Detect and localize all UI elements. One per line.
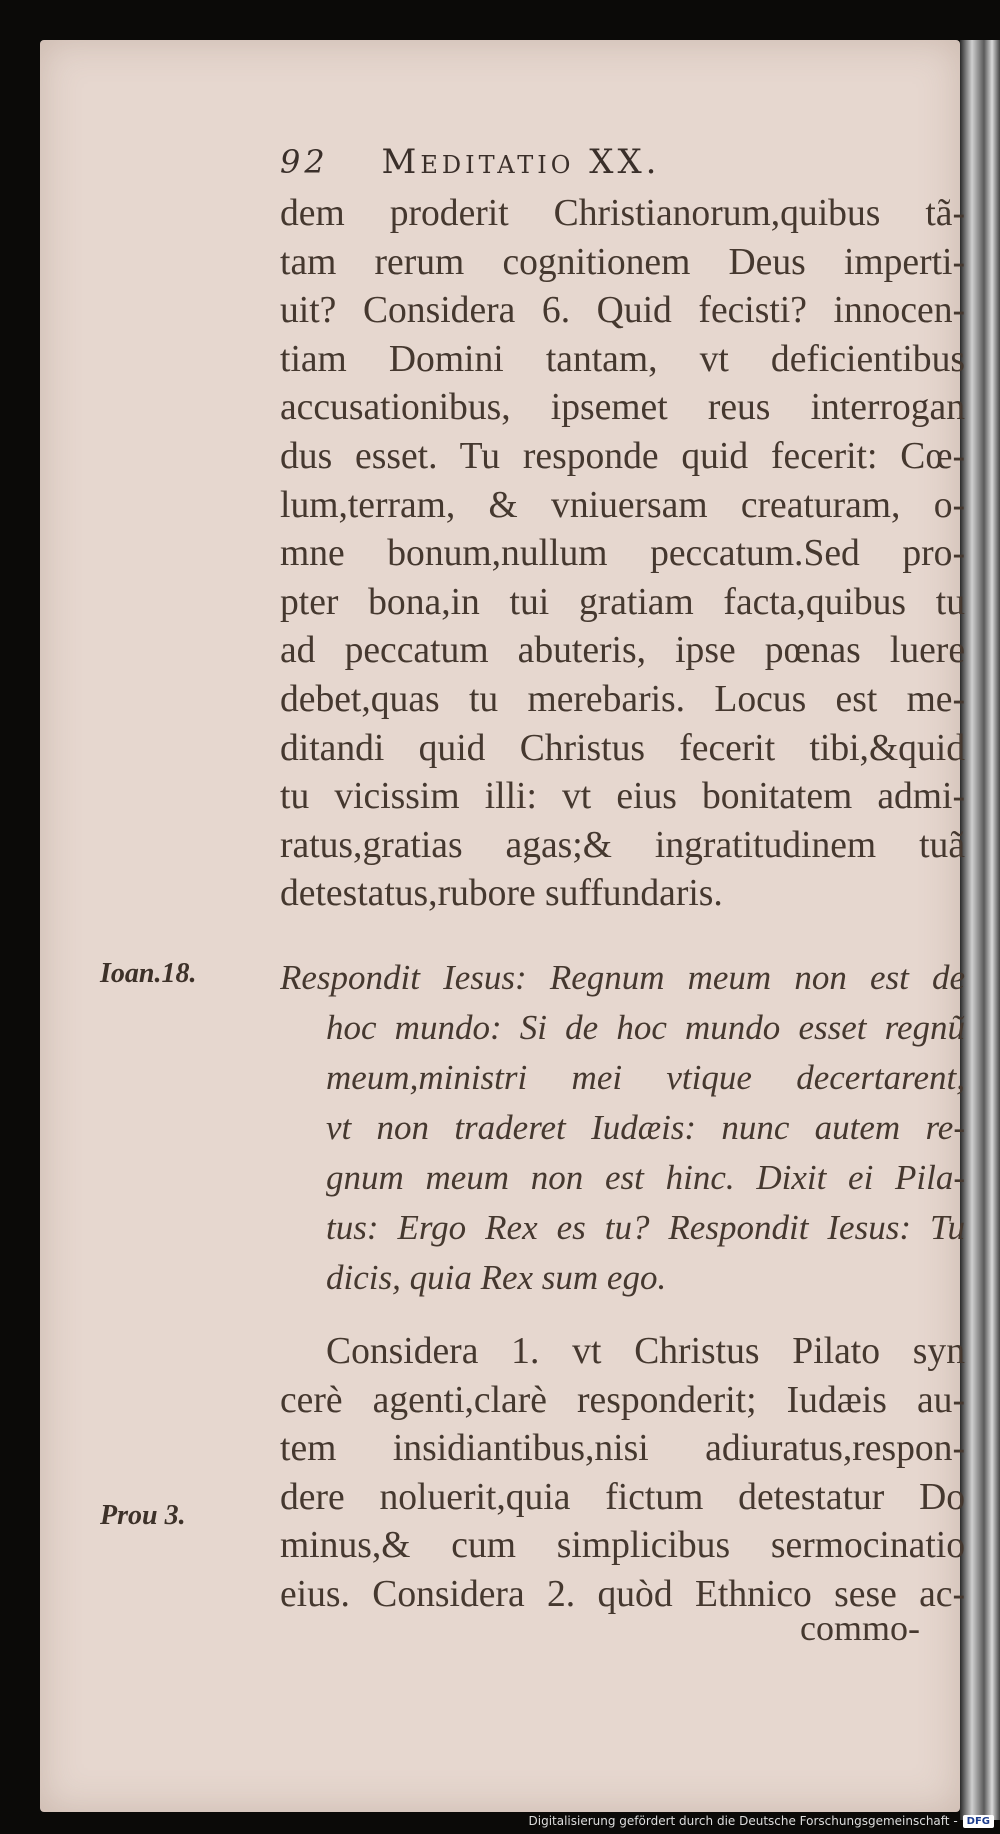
text-line: ad peccatum abuteris, ipse pœnas luere [280,630,965,672]
text-line: Considera 1. vt Christus Pilato syn [326,1331,965,1372]
paragraph-1 [280,190,965,919]
text-line: dere noluerit,quia fictum detestatur Do [280,1476,965,1518]
running-head [280,142,661,182]
quote-line: meum,ministri mei vtique decertarent, [326,1058,965,1097]
quote-line: tus: Ergo Rex es tu? Respondit Iesus: Tu [326,1208,965,1247]
text-line: lum,terram, & vniuersam creaturam, o- [280,484,965,526]
text-line: tem insidiantibus,nisi adiuratus,respon- [280,1428,965,1470]
running-head-title: Meditatio XX. [381,142,661,182]
quote-line: hoc mundo: Si de hoc mundo esset regnũ [326,1008,965,1047]
catchword: commo- [800,1608,920,1648]
quote-line: vt non traderet Iudæis: nunc autem re- [326,1108,965,1147]
quote-line: dicis, quia Rex sum ego. [326,1258,667,1297]
footer-credit: Digitalisierung gefördert durch die Deutsche Forschungsgemeinschaft - [528,1814,958,1828]
text-line: detestatus,rubore suffundaris. [280,873,723,915]
text-line: tiam Domini tantam, vt deficientibus [280,338,965,380]
text-line: pter bona,in tui gratiam facta,quibus tu [280,581,965,623]
margin-note-ioan: Ioan.18. [100,958,197,989]
quote-line: gnum meum non est hinc. Dixit ei Pila- [326,1158,965,1197]
text-line: tam rerum cognitionem Deus imperti- [280,241,965,283]
text-line: eius. Considera 2. quòd Ethnico sese ac- [280,1573,965,1615]
dfg-logo: DFG [963,1815,994,1828]
page-edge [960,40,1000,1820]
text-line: minus,& cum simplicibus sermocinatio [280,1525,965,1567]
quote-line: Respondit Iesus: Regnum meum non est de [280,958,965,997]
margin-note-prou: Prou 3. [100,1500,186,1531]
text-line: cerè agenti,clarè responderit; Iudæis au- [280,1379,965,1421]
digitization-footer [529,1814,995,1828]
text-line: dus esset. Tu responde quid fecerit: Cœ- [280,435,965,477]
text-line: tu vicissim illi: vt eius bonitatem admi- [280,776,965,818]
text-line: ratus,gratias agas;& ingratitudinem tuã [280,824,965,866]
text-line: mne bonum,nullum peccatum.Sed pro- [280,533,965,575]
scripture-quote [280,953,965,1303]
page-number: 92 [280,143,329,181]
text-line: debet,quas tu merebaris. Locus est me- [280,678,965,720]
text-line: ditandi quid Christus fecerit tibi,&quid [280,727,965,769]
text-line: uit? Considera 6. Quid fecisti? innocen- [280,290,965,332]
text-line: accusationibus, ipsemet reus interrogan [280,387,965,429]
paragraph-2 [280,1328,965,1620]
text-line: dem proderit Christianorum,quibus tã- [280,193,965,234]
